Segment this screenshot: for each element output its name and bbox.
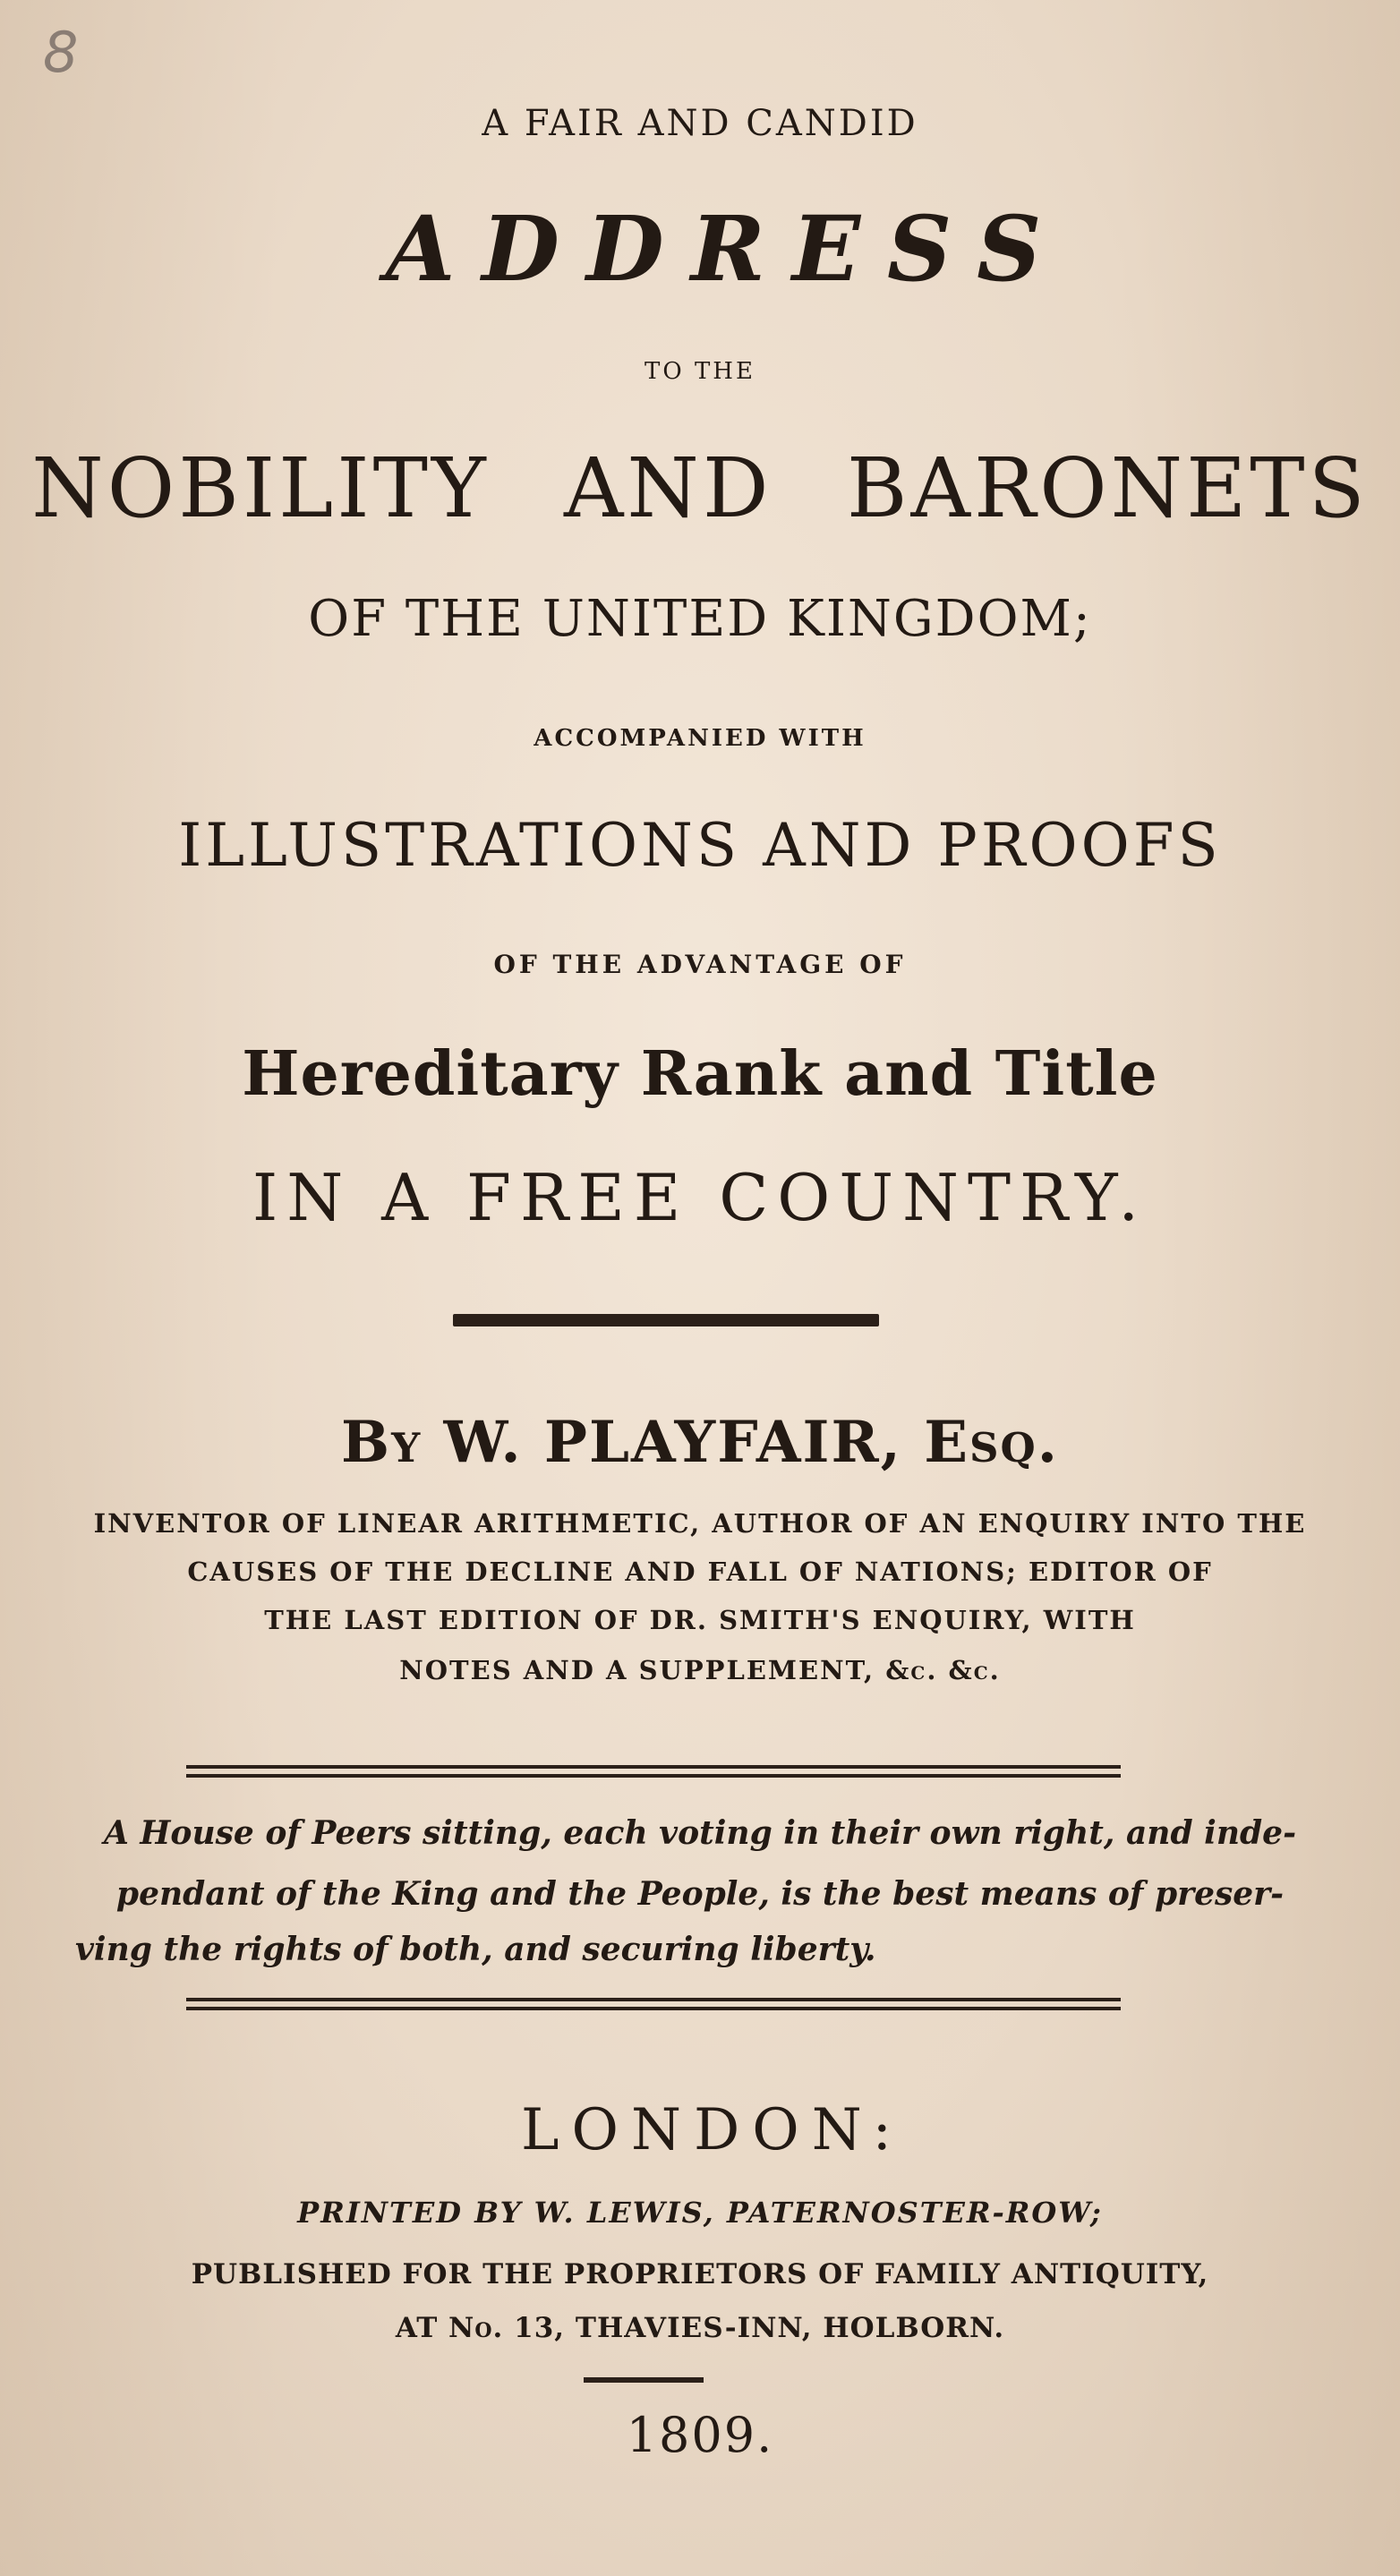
author-credentials-line: CAUSES OF THE DECLINE AND FALL OF NATIONS; EDITOR OF: [187, 1557, 1213, 1587]
imprint-address: AT No. 13, THAVIES-INN, HOLBORN.: [395, 2312, 1005, 2344]
thick-rule-divider: [453, 1314, 879, 1326]
motto-line: ving the rights of both, and securing liberty.: [75, 1931, 876, 1968]
title-main: ADDRESS: [385, 196, 1069, 302]
title-prefix: A FAIR AND CANDID: [482, 103, 918, 144]
title-recipients: NOBILITY AND BARONETS: [31, 440, 1369, 536]
title-recipients-country: OF THE UNITED KINGDOM;: [308, 590, 1092, 648]
imprint-city: LONDON:: [520, 2097, 905, 2163]
author-credentials-line: THE LAST EDITION OF DR. SMITH'S ENQUIRY, WITH: [264, 1605, 1136, 1635]
publication-year: 1809.: [626, 2407, 774, 2463]
motto-line: pendant of the King and the People, is the best means of preser-: [115, 1875, 1285, 1913]
author-credentials-line: NOTES AND A SUPPLEMENT, &c. &c.: [399, 1655, 1001, 1685]
double-rule-divider: [186, 1765, 1121, 1778]
title-subject: ILLUSTRATIONS AND PROOFS: [178, 811, 1222, 880]
motto-line: A House of Peers sitting, each voting in their own right, and inde-: [103, 1814, 1297, 1852]
short-rule-divider: [584, 2377, 704, 2383]
title-free-country: IN A FREE COUNTRY.: [252, 1160, 1148, 1235]
imprint-publisher: PUBLISHED FOR THE PROPRIETORS OF FAMILY ANTIQUITY,: [191, 2258, 1209, 2290]
title-connector-to-the: TO THE: [645, 358, 755, 385]
pencil-annotation: 8: [43, 20, 79, 85]
double-rule-divider: [186, 1998, 1121, 2010]
author-credentials-line: INVENTOR OF LINEAR ARITHMETIC, AUTHOR OF AN ENQUIRY INTO THE: [93, 1508, 1307, 1539]
title-connector-advantage: OF THE ADVANTAGE OF: [493, 950, 907, 979]
imprint-printer: PRINTED BY W. LEWIS, PATERNOSTER-ROW;: [297, 2196, 1103, 2230]
title-connector-accompanied: ACCOMPANIED WITH: [534, 725, 866, 752]
title-blackletter-line: Hereditary Rank and Title: [242, 1038, 1158, 1110]
author-line: By W. PLAYFAIR, Esq.: [340, 1409, 1060, 1476]
